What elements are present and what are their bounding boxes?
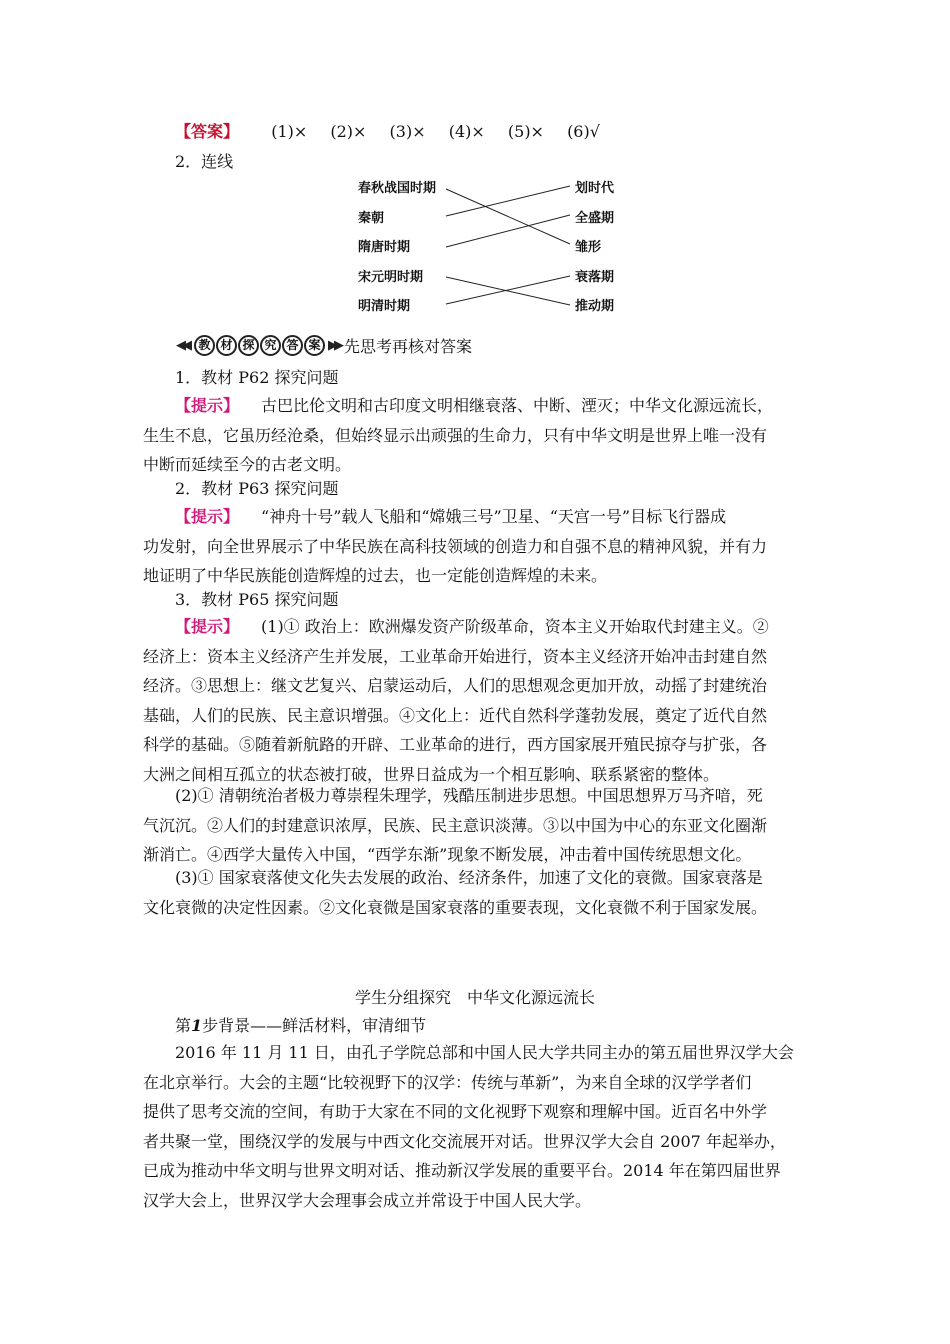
explore-banner-suffix: 先思考再核对答案 <box>344 336 473 356</box>
match-left-item: 隋唐时期 <box>358 240 411 255</box>
match-left-item: 明清时期 <box>358 299 411 314</box>
question-paragraph: (2)① 清朝统治者极力尊崇程朱理学，残酷压制进步思想。中国思想界万马齐喑，死 气沉沉。②人们的封建意识浓厚，民族、民主意识淡薄。③以中国为中心的东亚文化圈渐 渐消亡。④西学大量传入中国，“西学东渐”现象不断发展，冲击着中国传统思想文化。 <box>143 786 768 864</box>
answer-item: (4)× <box>448 122 485 141</box>
answer-tag: 【答案】 <box>175 122 240 141</box>
hint-tag: 【提示】 <box>175 507 240 526</box>
answer-item: (5)× <box>507 122 544 141</box>
textbook-explore-badge <box>194 335 326 356</box>
question-heading: 2．教材 P63 探究问题 <box>175 479 339 498</box>
question-heading: 1．教材 P62 探究问题 <box>175 368 339 387</box>
match-left-item: 秦朝 <box>358 211 385 226</box>
match-right-item: 雏形 <box>575 240 602 255</box>
badge-char: 教 <box>194 335 215 356</box>
matching-heading: 2．连线 <box>175 152 234 171</box>
double-right-arrow-icon: ▶▶ <box>328 337 340 353</box>
question-hint: 【提示】 古巴比伦文明和古印度文明相继衰落、中断、湮灭；中华文化源远流长， 生生不息，它虽历经沧桑，但始终显示出顽强的生命力，只有中华文明是世界上唯一没有 中断而延续至今的古老文明。 <box>143 396 774 474</box>
explore-banner <box>176 333 472 357</box>
match-line <box>446 186 570 216</box>
match-right-item: 全盛期 <box>575 211 615 226</box>
hint-tag: 【提示】 <box>175 396 240 415</box>
match-left-item: 春秋战国时期 <box>358 181 437 196</box>
badge-char: 材 <box>216 335 237 356</box>
badge-char: 答 <box>282 335 303 356</box>
answer-item: (1)× <box>271 122 308 141</box>
double-left-arrow-icon: ◀◀ <box>176 337 188 353</box>
question-heading: 3．教材 P65 探究问题 <box>175 590 339 609</box>
match-right-item: 推动期 <box>575 299 615 314</box>
background-paragraph: 2016 年 11 月 11 日，由孔子学院总部和中国人民大学共同主办的第五届世界汉学大会 在北京举行。大会的主题“比较视野下的汉学：传统与革新”，为来自全球的汉学学者们 提供了思考交流的空间，有助于大家在不同的文化视野下观察和理解中国。近百名中外学 者共聚一堂，围绕汉学的发展与中西文化交流展开对话。世界汉学大会自 2007 年起举办， 已成为推动中华文明与世界文明对话、推动新汉学发展的重要平台。2014 年在第四届世界 汉学大会上，世界汉学大会理事会成立并常设于中国人民大学。 <box>143 1043 794 1210</box>
badge-char: 究 <box>260 335 281 356</box>
matching-lines <box>0 0 950 340</box>
step-number: 1 <box>191 1016 203 1035</box>
question-hint: 【提示】 (1)① 政治上：欧洲爆发资产阶级革命，资本主义开始取代封建主义。② 经济上：资本主义经济产生并发展，工业革命开始进行，资本主义经济开始冲击封建自然 经济。③思想上：继文艺复兴、启蒙运动后，人们的思想观念更加开放，动摇了封建统治 基础，人们的民族、民主意识增强。④文化上：近代自然科学蓬勃发展，奠定了近代自然 科学的基础。⑤随着新航路的开辟、工业革命的进行，西方国家展开殖民掠夺与扩张，各 大洲之间相互孤立的状态被打破，世界日益成为一个相互影响、联系紧密的整体。 <box>143 617 769 784</box>
question-paragraph: (3)① 国家衰落使文化失去发展的政治、经济条件，加速了文化的衰微。国家衰落是 文化衰微的决定性因素。②文化衰微是国家衰落的重要表现，文化衰微不利于国家发展。 <box>143 868 768 917</box>
hint-tag: 【提示】 <box>175 617 240 636</box>
step-heading: 第1步背景——鲜活材料，审清细节 <box>175 1016 427 1035</box>
match-right-item: 划时代 <box>575 181 615 196</box>
match-line <box>446 276 570 304</box>
match-line <box>446 277 570 305</box>
answer-item: (2)× <box>330 122 367 141</box>
match-line <box>446 215 570 247</box>
match-line <box>446 189 570 244</box>
question-hint: 【提示】 “神舟十号”载人飞船和“嫦娥三号”卫星、“天宫一号”目标飞行器成 功发射，向全世界展示了中华民族在高科技领域的创造力和自强不息的精神风貌，并有力 地证明了中华民族能创造辉煌的过去，也一定能创造辉煌的未来。 <box>143 507 768 585</box>
answer-item: (6)√ <box>567 122 600 141</box>
match-left-item: 宋元明时期 <box>358 270 424 285</box>
badge-char: 探 <box>238 335 259 356</box>
badge-char: 案 <box>304 335 325 356</box>
match-right-item: 衰落期 <box>575 270 615 285</box>
section-title: 学生分组探究 中华文化源远流长 <box>354 988 595 1007</box>
answer-item: (3)× <box>389 122 426 141</box>
